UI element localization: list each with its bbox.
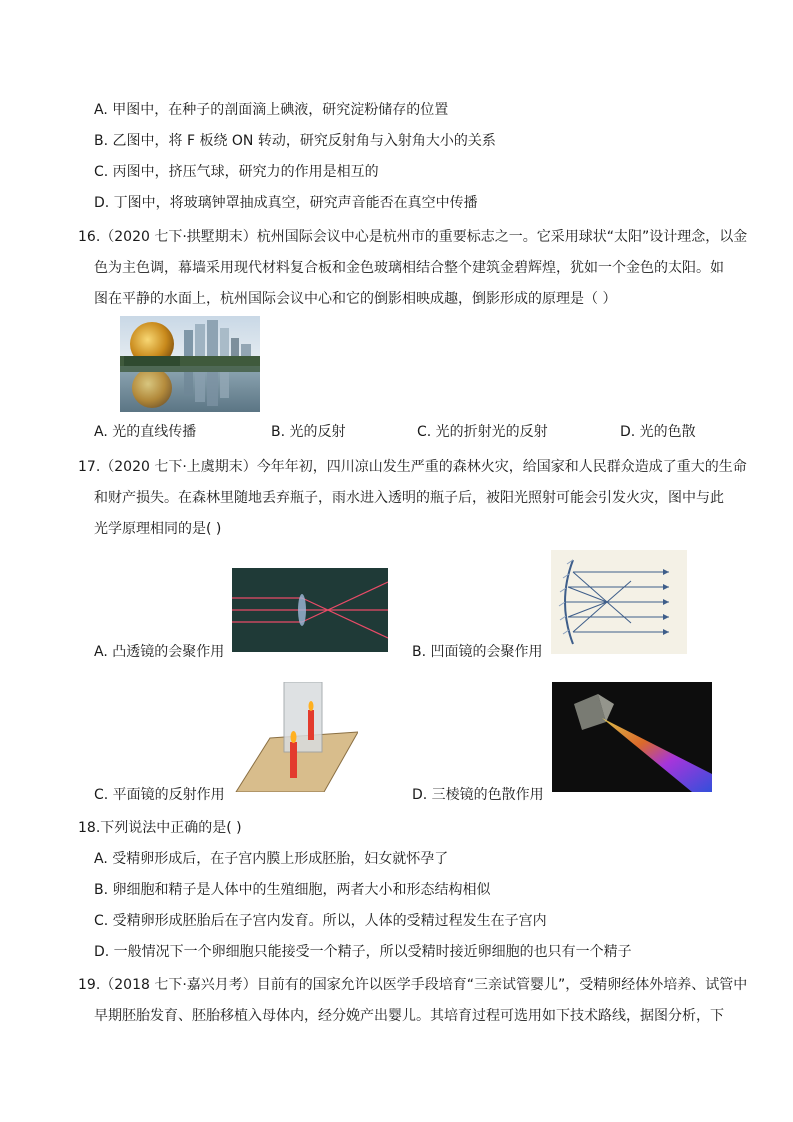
convex-lens-image	[232, 568, 388, 652]
q15-option-b: B. 乙图中，将 F 板绕 ON 转动，研究反射角与入射角大小的关系	[94, 133, 496, 149]
q15-option-d: D. 丁图中，将玻璃钟罩抽成真空，研究声音能否在真空中传播	[94, 195, 478, 211]
plane-mirror-candle-image	[232, 682, 358, 792]
q17-option-d: D. 三棱镜的色散作用	[412, 787, 544, 803]
conference-center-reflection-image	[120, 316, 260, 412]
q17-stem-line-2: 和财产损失。在森林里随地丢弃瓶子，雨水进入透明的瓶子后，被阳光照射可能会引发火灾，图中与此	[94, 490, 724, 506]
q16-stem-line-2: 色为主色调，幕墙采用现代材料复合板和金色玻璃相结合整个建筑金碧辉煌，犹如一个金色的太阳。如	[94, 260, 724, 276]
q17-stem-line-1: 17.（2020 七下·上虞期末）今年年初，四川凉山发生严重的森林火灾，给国家和人民群众造成了重大的生命	[78, 459, 747, 475]
q15-option-c: C. 丙图中，挤压气球，研究力的作用是相互的	[94, 164, 379, 180]
q17-option-b: B. 凹面镜的会聚作用	[412, 644, 543, 660]
concave-mirror-diagram	[551, 550, 687, 654]
q17-option-a: A. 凸透镜的会聚作用	[94, 644, 225, 660]
q16-option-b: B. 光的反射	[271, 424, 346, 440]
q16-option-c: C. 光的折射光的反射	[417, 424, 548, 440]
q16-option-d: D. 光的色散	[620, 424, 696, 440]
q18-option-c: C. 受精卵形成胚胎后在子宫内发育。所以，人体的受精过程发生在子宫内	[94, 913, 547, 929]
q18-option-d: D. 一般情况下一个卵细胞只能接受一个精子，所以受精时接近卵细胞的也只有一个精子	[94, 944, 632, 960]
q19-stem-line-2: 早期胚胎发育、胚胎移植入母体内，经分娩产出婴儿。其培育过程可选用如下技术路线，据图分析，下	[94, 1008, 724, 1024]
q18-option-a: A. 受精卵形成后，在子宫内膜上形成胚胎，妇女就怀孕了	[94, 851, 449, 867]
q17-option-c: C. 平面镜的反射作用	[94, 787, 225, 803]
q15-option-a: A. 甲图中，在种子的剖面滴上碘液，研究淀粉储存的位置	[94, 102, 449, 118]
q18-stem: 18.下列说法中正确的是( )	[78, 820, 242, 836]
q19-stem-line-1: 19.（2018 七下·嘉兴月考）目前有的国家允许以医学手段培育“三亲试管婴儿”，受精卵经体外培养、试管中	[78, 977, 748, 993]
q18-option-b: B. 卵细胞和精子是人体中的生殖细胞，两者大小和形态结构相似	[94, 882, 491, 898]
q16-stem-line-3: 图在平静的水面上，杭州国际会议中心和它的倒影相映成趣，倒影形成的原理是（ ）	[94, 291, 617, 307]
q16-stem-line-1: 16.（2020 七下·拱墅期末）杭州国际会议中心是杭州市的重要标志之一。它采用球状“太阳”设计理念，以金	[78, 229, 748, 245]
prism-dispersion-image	[552, 682, 712, 792]
q16-option-a: A. 光的直线传播	[94, 424, 197, 440]
q17-stem-line-3: 光学原理相同的是( )	[94, 521, 222, 537]
